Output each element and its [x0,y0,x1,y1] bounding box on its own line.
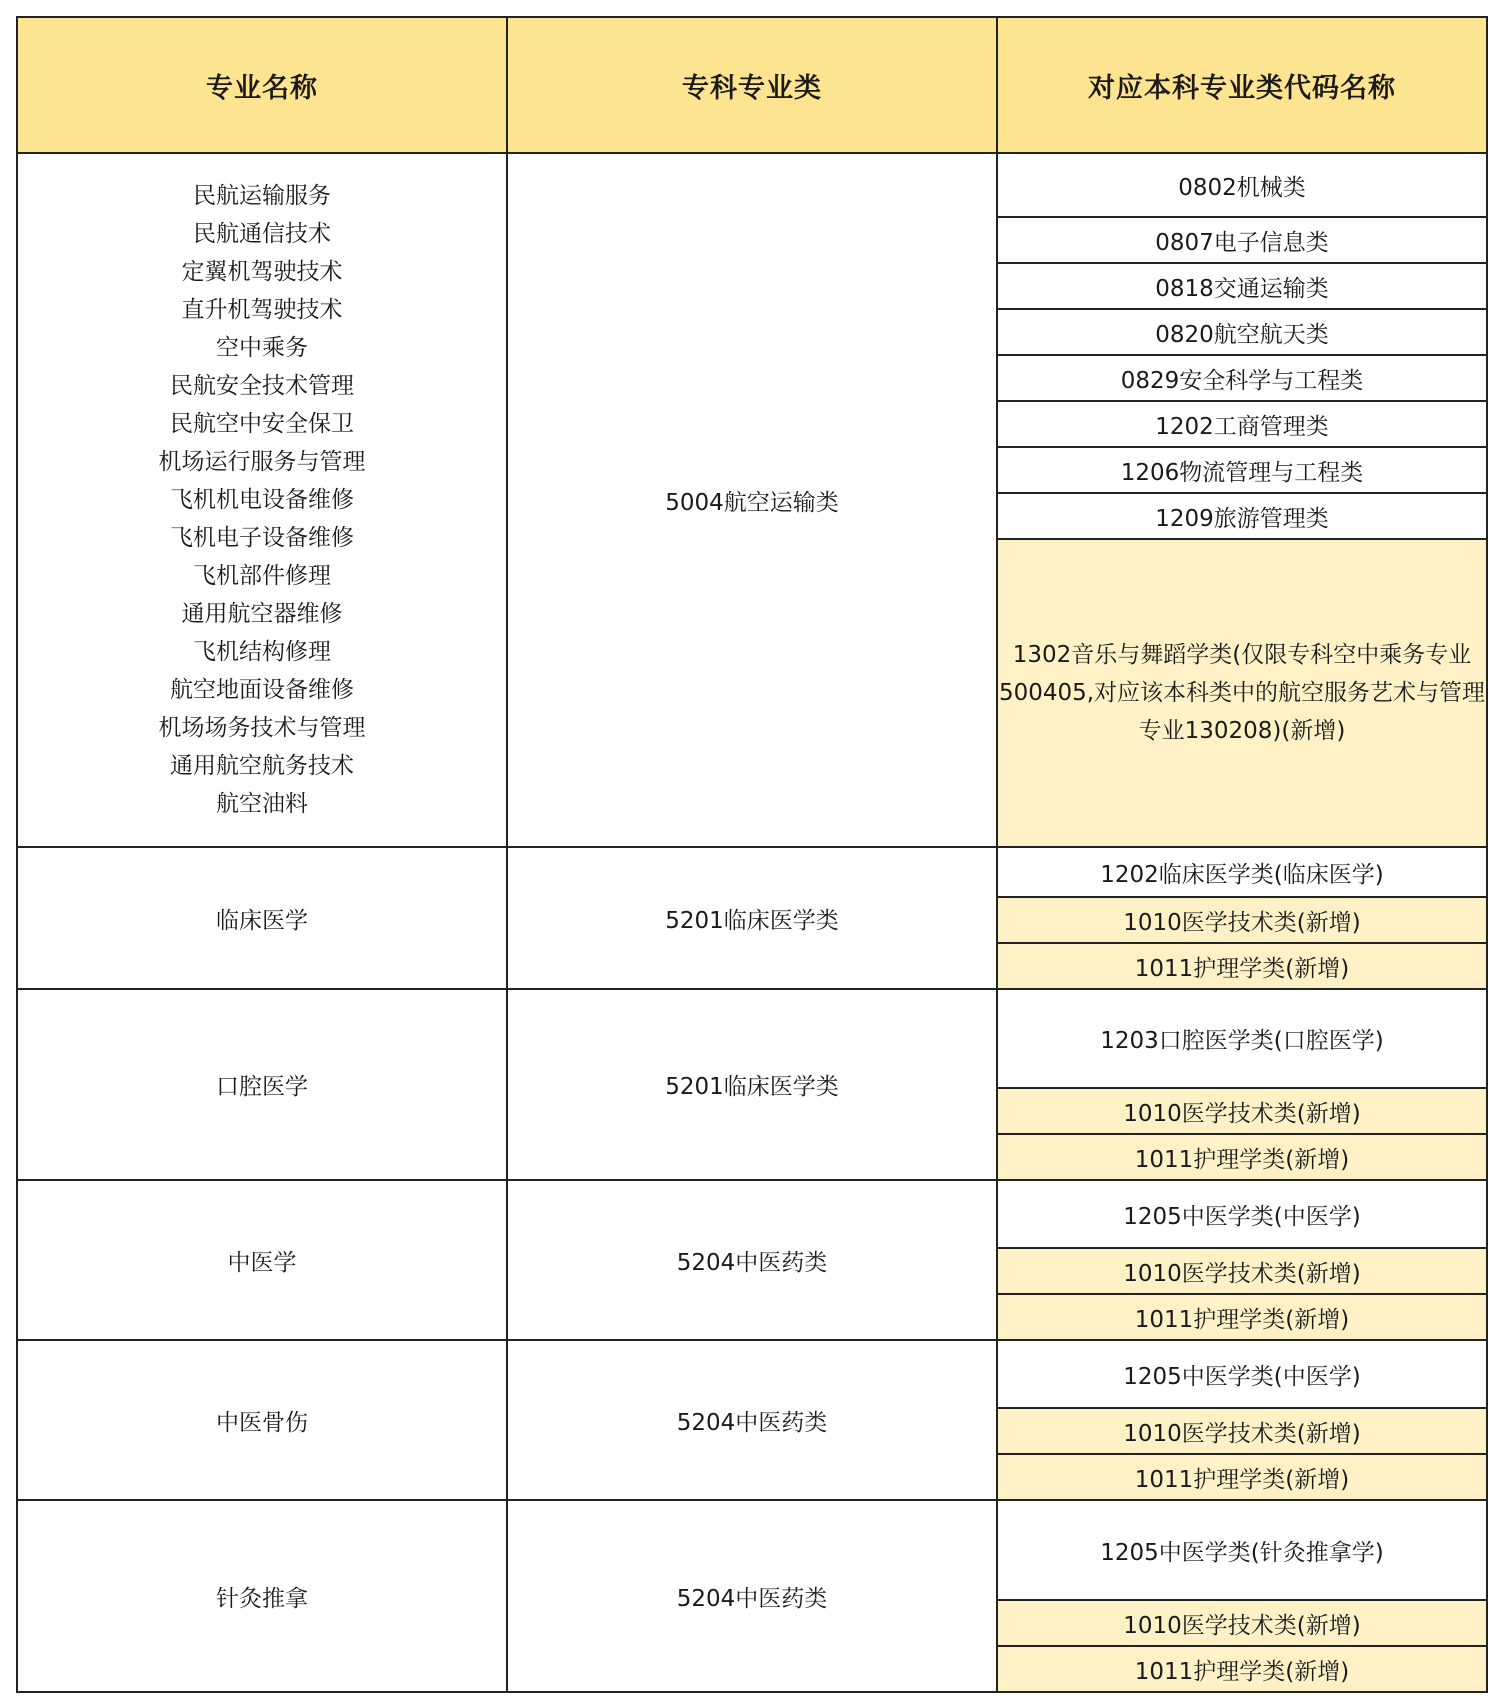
major-name-cell: 口腔医学 [17,989,507,1180]
undergrad-cell: 1209旅游管理类 [997,493,1487,539]
major-name-cell: 中医学 [17,1180,507,1340]
category-cell: 5004航空运输类 [507,153,997,847]
undergrad-cell: 1205中医学类(中医学) [997,1340,1487,1408]
undergrad-cell-new: 1010医学技术类(新增) [997,897,1487,943]
undergrad-cell: 0818交通运输类 [997,263,1487,309]
undergrad-cell-new: 1011护理学类(新增) [997,1454,1487,1500]
table-row [17,1340,1487,1408]
major-name: 通用航空航务技术 [170,753,354,779]
undergrad-cell: 1202临床医学类(临床医学) [997,847,1487,897]
category-cell: 5204中医药类 [507,1180,997,1340]
major-name: 定翼机驾驶技术 [181,259,343,285]
undergrad-cell: 0820航空航天类 [997,309,1487,355]
major-name-cell: 临床医学 [17,847,507,989]
major-name: 空中乘务 [216,335,308,361]
major-name: 直升机驾驶技术 [181,297,343,323]
undergrad-cell-new: 1010医学技术类(新增) [997,1248,1487,1294]
header-category: 专科专业类 [507,17,997,153]
major-name: 航空地面设备维修 [170,677,354,703]
undergrad-cell: 0829安全科学与工程类 [997,355,1487,401]
major-name: 民航安全技术管理 [170,373,354,399]
major-name: 飞机电子设备维修 [170,525,354,551]
header-major-name: 专业名称 [17,17,507,153]
major-name: 机场运行服务与管理 [158,449,366,475]
major-name: 民航通信技术 [193,221,331,247]
category-cell: 5204中医药类 [507,1500,997,1692]
header-undergrad: 对应本科专业类代码名称 [997,17,1487,153]
table-row [17,1180,1487,1248]
category-cell: 5204中医药类 [507,1340,997,1500]
undergrad-cell: 1203口腔医学类(口腔医学) [997,989,1487,1088]
major-name: 飞机部件修理 [193,563,331,589]
undergrad-cell: 1202工商管理类 [997,401,1487,447]
table-row [17,153,1487,217]
major-names-cell [17,153,507,847]
undergrad-cell: 0807电子信息类 [997,217,1487,263]
header-row [17,17,1487,153]
table-row [17,1500,1487,1600]
major-name-cell: 中医骨伤 [17,1340,507,1500]
undergrad-cell-new: 1010医学技术类(新增) [997,1600,1487,1646]
major-name: 飞机结构修理 [193,639,331,665]
undergrad-cell-new: 1302音乐与舞蹈学类(仅限专科空中乘务专业500405,对应该本科类中的航空服务艺术与管理专业130208)(新增) [997,539,1487,847]
undergrad-cell: 1205中医学类(中医学) [997,1180,1487,1248]
major-name-cell: 针灸推拿 [17,1500,507,1692]
major-name: 民航空中安全保卫 [170,411,354,437]
undergrad-cell-new: 1010医学技术类(新增) [997,1408,1487,1454]
category-cell: 5201临床医学类 [507,847,997,989]
undergrad-cell-new: 1010医学技术类(新增) [997,1088,1487,1134]
major-name: 民航运输服务 [193,183,331,209]
undergrad-cell: 1205中医学类(针灸推拿学) [997,1500,1487,1600]
undergrad-cell-new: 1011护理学类(新增) [997,1294,1487,1340]
major-name: 航空油料 [216,791,308,817]
undergrad-cell: 0802机械类 [997,153,1487,217]
undergrad-cell: 1206物流管理与工程类 [997,447,1487,493]
major-name: 通用航空器维修 [181,601,343,627]
major-name: 飞机机电设备维修 [170,487,354,513]
major-name: 机场场务技术与管理 [158,715,366,741]
undergrad-cell-new: 1011护理学类(新增) [997,1646,1487,1692]
category-cell: 5201临床医学类 [507,989,997,1180]
major-mapping-table [16,16,1488,1693]
undergrad-cell-new: 1011护理学类(新增) [997,1134,1487,1180]
table-row [17,989,1487,1088]
undergrad-cell-new: 1011护理学类(新增) [997,943,1487,989]
table-row [17,847,1487,897]
